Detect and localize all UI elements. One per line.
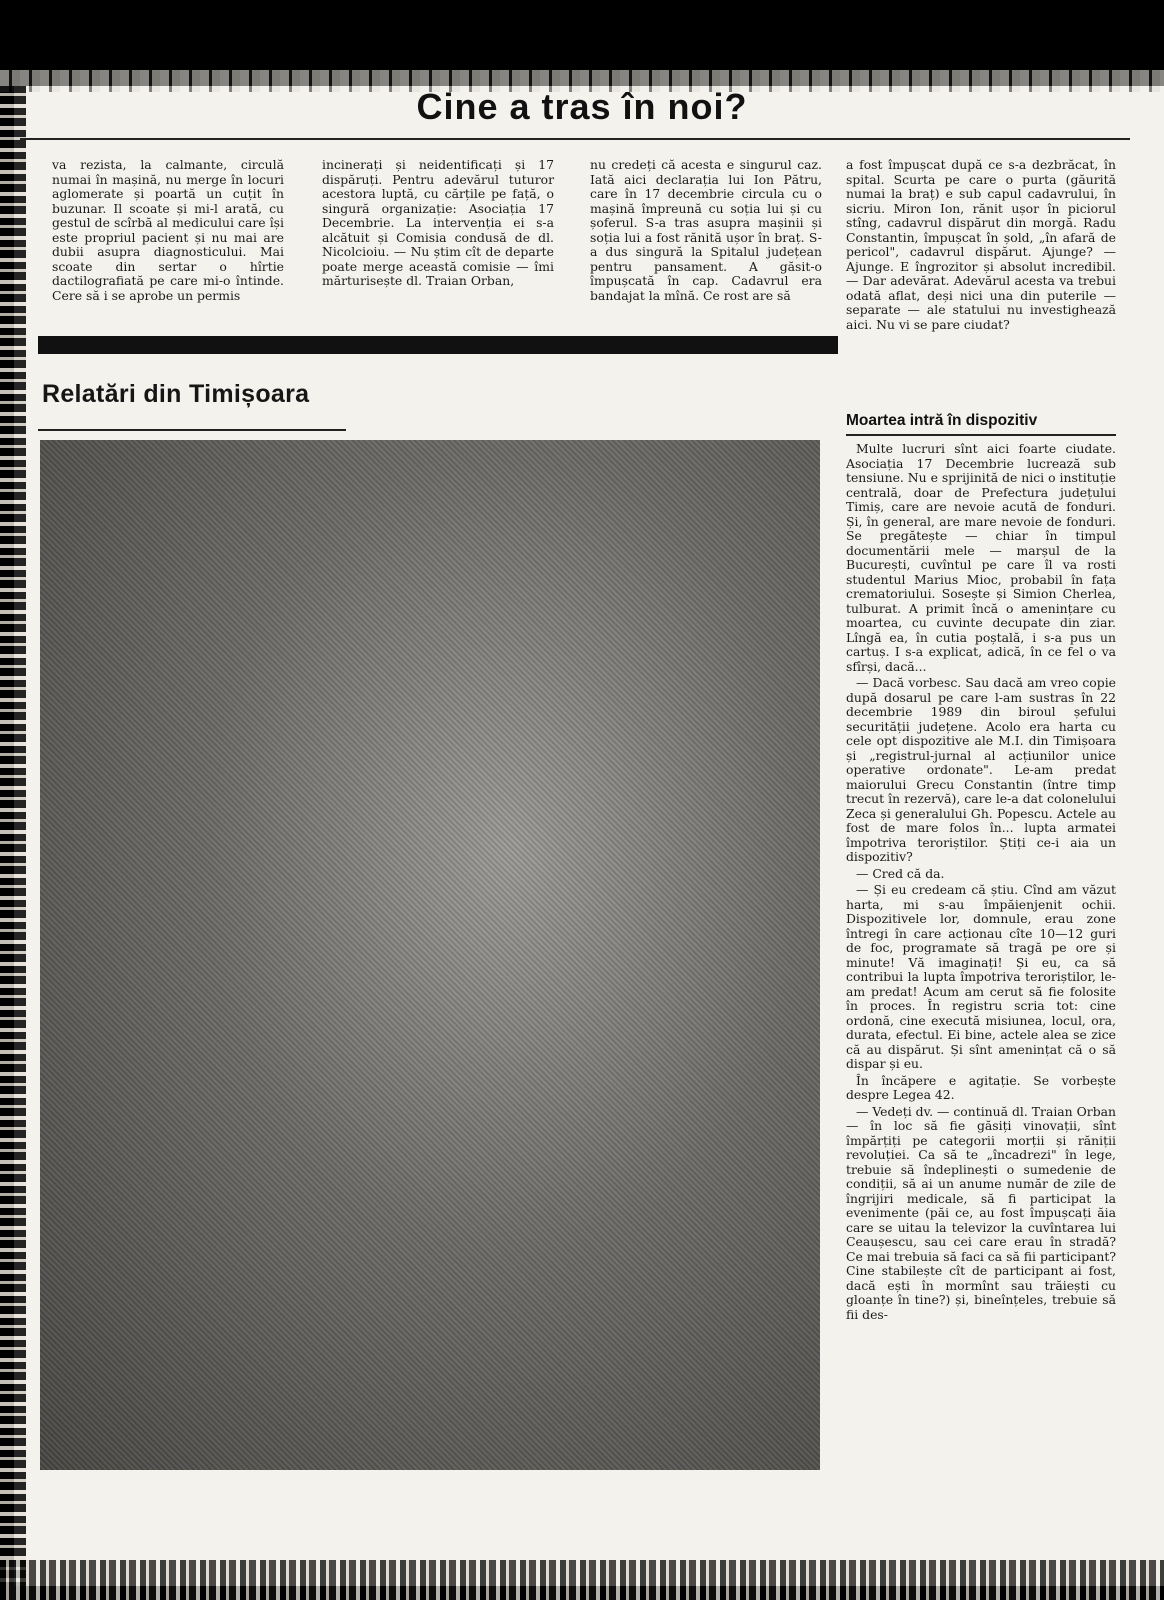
torn-edge-left (0, 86, 26, 1586)
torn-edge-bottom (0, 1560, 1164, 1600)
paragraph: — Dacă vorbesc. Sau dacă am vreo copie după dosarul pe care l-am sustras în 22 decembrie 1989 din biroul șefului securității județene. Acolo era harta cu cele opt dispozitive ale M.I. din Timișoara și „registrul-jurnal al acțiunilor unice operative ordonate". Le-am predat maiorului Grecu Constantin (între timp trecut în rezervă), care le-a dat colonelului Zeca și generalului Gh. Popescu. Actele au fost de mare folos în... lupta armatei împotriva teroriștilor. Știți ce-i aia un dispozitiv? (846, 675, 1116, 864)
top-column-2: incinerați și neidentificați și 17 dispăruți. Pentru adevărul tuturor acestora luptă, cu cărțile pe față, o singură organizație: Asociația 17 Decembrie. La intervenția ei s-a alcătuit și Comisia condusă de dl. Nicolcioiu. — Nu știm cît de departe poate merge această comisie — îmi mărturisește dl. Traian Orban, (322, 157, 554, 288)
subhead-rule (38, 429, 346, 431)
paragraph: Multe lucruri sînt aici foarte ciudate. Asociația 17 Decembrie lucrează sub tensiune. Nu e sprijinită de nici o instituție centrală, doar de Prefectura județului Timiș, care are nevoie acută de fonduri. Și, în general, are mare nevoie de fonduri. Se pregătește — chiar în timpul documentării mele — marșul de la București, cuvîntul pe care îl va rosti studentul Marius Mioc, probabil în fața crematoriului. Sosește și Simion Cherlea, tulburat. A primit încă o amenințare cu moartea, cu cuvinte decupate din ziar. Lîngă ea, în cutia poștală, i s-a pus un cartuș. I s-a explicat, adică, în ce fel o va sfîrși, dacă... (846, 441, 1116, 674)
section-divider-bar (38, 336, 838, 354)
subhead-relatari: Relatări din Timișoara (42, 380, 310, 408)
paragraph: — Și eu credeam că știu. Cînd am văzut harta, mi s-au împăienjenit ochii. Dispozitivele lor, domnule, erau zone întregi în care acționau cîte 10—12 guri de foc, programate să tragă pe ore și minute! Vă imaginați! Și eu, ca să contribui la lupta împotriva teroriștilor, le-am predat! Acum am cerut să fie folosite în proces. În registru scria tot: cine ordonă, cine execută misiunea, locul, ora, durata, efectul. Ei bine, actele alea se zice că au dispărut. Și sînt amenințat că o să dispar și eu. (846, 882, 1116, 1071)
paragraph: — Cred că da. (856, 865, 945, 881)
top-column-1: va rezista, la calmante, circulă numai în mașină, nu merge în locuri aglomerate și poartă un cuțit în buzunar. Il scoate și mi-l arată, cu gestul de scîrbă al medicului care își este propriul pacient și nu mai are dubii asupra diagnosticului. Mai scoate din sertar o hîrtie dactilografiată pe care mi-o întinde. Cere să i se aprobe un permis (52, 157, 284, 303)
paragraph: — Vedeți dv. — continuă dl. Traian Orban — în loc să fie găsiți vinovații, sînt împărțiți pe categorii morții și răniții revoluției. Ca să te „încadrezi" în lege, trebuie să îndeplinești o sumedenie de condiții, să ai un anume număr de zile de îngrijiri medicale, să fi participat la evenimente (păi ce, au fost împușcați ăia care se uitau la televizor la cuvîntarea lui Ceaușescu, sau cei care erau în stradă? Ce mai trebuia să faci ca să fii participant? Cine stabilește cît de participant ai fost, dacă ești în mormînt sau trăiești cu gloanțe în tine?) și, bineînțeles, trebuie să fii des- (846, 1103, 1116, 1322)
headline: Cine a tras în noi? (416, 86, 748, 127)
right-column-top: a fost împușcat după ce s-a dezbrăcat, în spital. Scurta pe care o purta (găurită numai la braț) e sub capul cadavrului, în sicriu. Miron Ion, rănit ușor în piciorul stîng, cadavrul dispărut din morgă. Radu Constantin, împușcat în șold, „în afară de pericol", cadavrul dispărut. Ajunge? — Ajunge. E îngrozitor și absolut incredibil. — Dar adevărat. Adevărul acesta va trebui odată aflat, deși nici una din puterile — separate — ale statului nu investighează aici. Nu vi se pare ciudat? (846, 157, 1116, 332)
section-heading: Moartea intră în dispozitiv (846, 412, 1038, 429)
section-heading-rule (846, 434, 1116, 436)
top-column-3: nu credeți că acesta e singurul caz. Iată aici declarația lui Ion Pătru, care în 17 decembrie circula cu o mașină împreună cu soția lui și cu șoferul. S-a tras asupra mașinii și soția lui a fost rănită ușor în braț. S-a dus singură la Spitalul județean pentru pansament. A găsit-o împușcată în cap. Cadavrul era bandajat la mînă. Ce rost are să (590, 157, 822, 303)
right-column-body (846, 442, 1116, 1324)
headline-rule (20, 138, 1130, 140)
news-photo (40, 440, 820, 1470)
paragraph: În încăpere e agitație. Se vorbește despre Legea 42. (846, 1072, 1116, 1102)
